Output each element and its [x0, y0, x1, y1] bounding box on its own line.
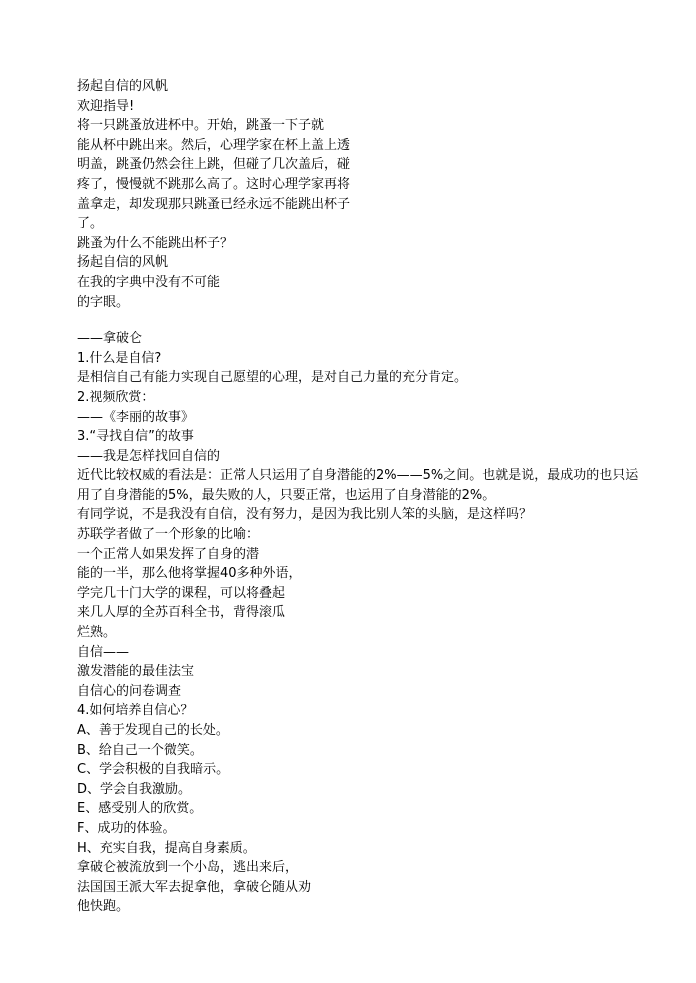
paragraph-line: 来几人厚的全苏百科全书，背得滚瓜 [77, 605, 286, 621]
paragraph-line: 苏联学者做了一个形象的比喻： [77, 527, 260, 543]
paragraph-line: 拿破仑被流放到一个小岛，逃出来后， [77, 860, 299, 876]
heading-what-is-confidence: 1.什么是自信? [77, 350, 162, 366]
heading-story: 3.“寻找自信”的故事 [77, 429, 194, 445]
paragraph-line: 能的一半，那么他将掌握40多种外语， [77, 566, 302, 582]
paragraph-line: 疼了，慢慢就不跳那么高了。这时心理学家再将 [77, 176, 351, 192]
document-page [77, 77, 637, 917]
blank-spacer [77, 312, 637, 329]
list-item: B、给自己一个微笑。 [77, 742, 203, 758]
doc-title: 扬起自信的风帆 [77, 79, 169, 94]
paragraph-line: 有同学说，不是我没有自信，没有努力，是因为我比别人笨的头脑，是这样吗？ [77, 507, 533, 523]
list-item: E、感受别人的欣赏。 [77, 801, 203, 817]
paragraph-line: 将一只跳蚤放进杯中。开始，跳蚤一下子就 [77, 118, 325, 134]
paragraph-line: 是相信自己有能力实现自己愿望的心理，是对自己力量的充分肯定。 [77, 370, 468, 386]
paragraph-line: 自信—— [77, 644, 130, 660]
list-item: C、学会积极的自我暗示。 [77, 762, 230, 778]
quote-attribution: ——拿破仑 [77, 331, 143, 347]
paragraph-line: 了。 [77, 216, 104, 232]
paragraph-line: 近代比较权威的看法是：正常人只运用了自身潜能的2%——5%之间。也就是说，最成功的也只运 [77, 468, 639, 484]
quote-line: 的字眼。 [77, 294, 130, 310]
paragraph-line: 盖拿走，却发现那只跳蚤已经永远不能跳出杯子 [77, 196, 351, 212]
paragraph-line: 他快跑。 [77, 899, 130, 915]
paragraph-line: 自信心的问卷调查 [77, 683, 182, 699]
paragraph-line: 能从杯中跳出来。然后，心理学家在杯上盖上透 [77, 137, 351, 153]
section-title: 扬起自信的风帆 [77, 255, 169, 271]
list-item: D、学会自我激励。 [77, 781, 192, 797]
paragraph-line: ——我是怎样找回自信的 [77, 448, 221, 464]
paragraph-line: 一个正常人如果发挥了自身的潜 [77, 546, 260, 562]
paragraph-line: ——《李丽的故事》 [77, 409, 195, 425]
paragraph-line: 学完几十门大学的课程，可以将叠起 [77, 585, 286, 601]
question-line: 跳蚤为什么不能跳出杯子？ [77, 235, 234, 251]
paragraph-line: 激发潜能的最佳法宝 [77, 664, 195, 680]
list-item: H、充实自我，提高自身素质。 [77, 840, 256, 856]
heading-video: 2.视频欣赏： [77, 389, 155, 405]
quote-line: 在我的字典中没有不可能 [77, 274, 221, 290]
heading-how-to-build: 4.如何培养自信心？ [77, 703, 194, 719]
paragraph-line: 烂熟。 [77, 625, 117, 641]
paragraph-line: 法国国王派大军去捉拿他，拿破仑随从劝 [77, 879, 312, 895]
welcome-line: 欢迎指导! [77, 98, 135, 114]
list-item: F、成功的体验。 [77, 820, 176, 836]
paragraph-line: 用了自身潜能的5%，最失败的人，只要正常，也运用了自身潜能的2%。 [77, 487, 496, 503]
list-item: A、善于发现自己的长处。 [77, 723, 229, 738]
paragraph-line: 明盖，跳蚤仍然会往上跳，但碰了几次盖后，碰 [77, 157, 351, 173]
